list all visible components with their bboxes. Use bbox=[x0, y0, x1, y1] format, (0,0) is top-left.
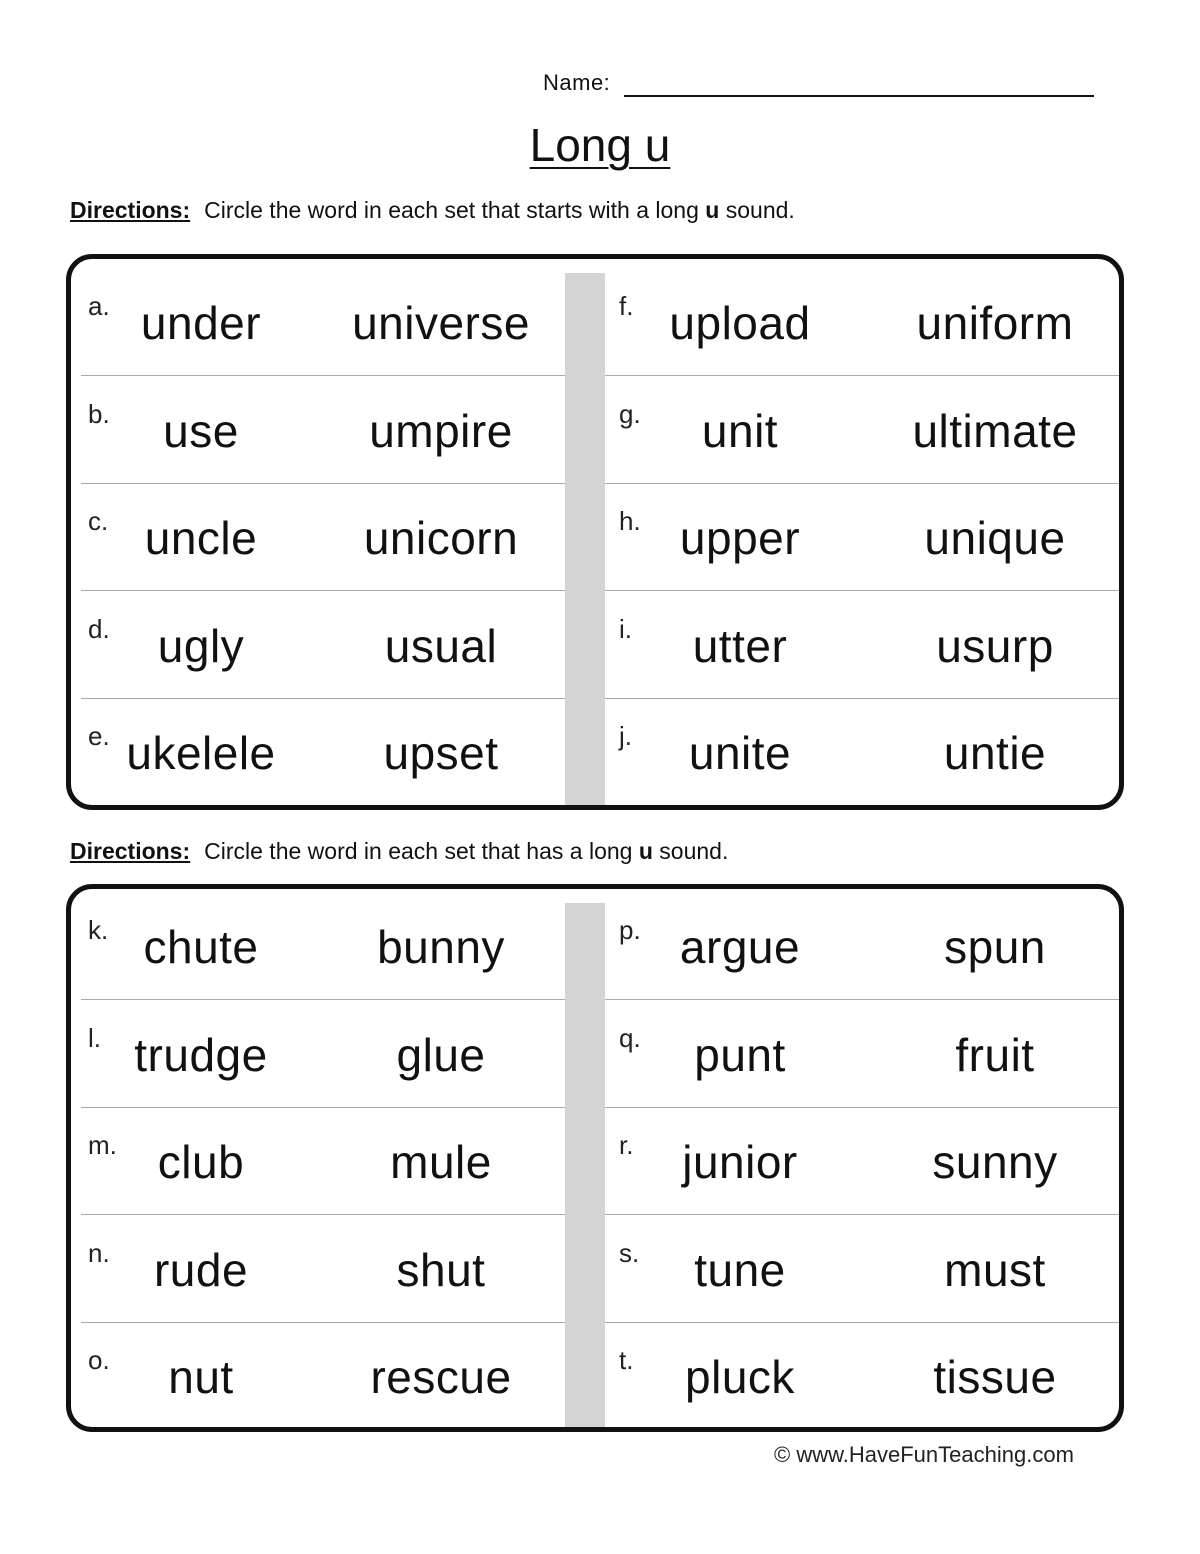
word-choice[interactable]: untie bbox=[943, 727, 1047, 779]
word-choice[interactable]: upset bbox=[383, 727, 499, 779]
word-choice[interactable]: utter bbox=[692, 619, 788, 672]
word-choice[interactable]: tissue bbox=[933, 1351, 1057, 1403]
word-choice[interactable]: fruit bbox=[955, 1028, 1035, 1081]
word-choice[interactable]: bunny bbox=[377, 921, 505, 973]
word-choice[interactable]: must bbox=[944, 1243, 1046, 1296]
word-set-row bbox=[81, 592, 565, 699]
word-set-row bbox=[81, 377, 565, 484]
word-set-row bbox=[81, 1216, 565, 1323]
item-letter: o. bbox=[88, 1345, 110, 1375]
item-letter: i. bbox=[619, 613, 632, 644]
word-choice[interactable]: usurp bbox=[936, 619, 1054, 672]
word-choice[interactable]: upload bbox=[669, 297, 811, 349]
word-set-row bbox=[81, 699, 565, 806]
item-letter: c. bbox=[88, 506, 109, 536]
column-divider bbox=[565, 273, 605, 805]
word-choice[interactable]: upper bbox=[679, 512, 801, 564]
word-choice[interactable]: under bbox=[140, 297, 262, 349]
word-choice[interactable]: mule bbox=[390, 1136, 492, 1188]
directions-bold-letter: u bbox=[638, 838, 653, 864]
directions-1 bbox=[70, 197, 795, 224]
word-set-row bbox=[81, 1001, 565, 1108]
item-letter: p. bbox=[619, 915, 641, 945]
word-choice[interactable]: argue bbox=[679, 921, 801, 973]
word-choice[interactable]: pluck bbox=[685, 1351, 795, 1403]
word-set-row bbox=[81, 893, 565, 1000]
item-letter: q. bbox=[619, 1022, 641, 1053]
word-set-row bbox=[605, 484, 1119, 591]
directions-label: Directions: bbox=[70, 838, 191, 864]
word-set-row bbox=[605, 1001, 1119, 1108]
directions-2 bbox=[70, 838, 728, 865]
word-choice[interactable]: glue bbox=[396, 1028, 486, 1081]
word-choice[interactable]: sunny bbox=[932, 1136, 1058, 1188]
word-choice[interactable]: trudge bbox=[134, 1028, 268, 1081]
word-set-row bbox=[81, 269, 565, 376]
word-choice[interactable]: use bbox=[163, 404, 239, 457]
word-choice[interactable]: usual bbox=[384, 619, 498, 672]
item-letter: j. bbox=[619, 721, 632, 751]
word-choice[interactable]: uniform bbox=[916, 297, 1074, 349]
item-letter: f. bbox=[619, 291, 634, 321]
word-set-row bbox=[81, 1108, 565, 1215]
copyright-footer: © www.HaveFunTeaching.com bbox=[774, 1442, 1074, 1467]
word-choice[interactable]: club bbox=[157, 1136, 245, 1188]
item-letter: t. bbox=[619, 1345, 634, 1375]
word-set-row bbox=[605, 592, 1119, 699]
word-set-row bbox=[605, 1108, 1119, 1215]
item-letter: e. bbox=[88, 721, 110, 751]
word-set-box-2 bbox=[66, 884, 1124, 1432]
word-choice[interactable]: unicorn bbox=[363, 512, 519, 564]
word-choice[interactable]: unite bbox=[688, 727, 792, 779]
word-choice[interactable]: junior bbox=[682, 1136, 798, 1188]
word-choice[interactable]: unit bbox=[701, 404, 779, 457]
directions-text: Circle the word in each set that starts with a long bbox=[204, 197, 699, 223]
worksheet-title: Long u bbox=[529, 119, 671, 171]
word-set-row bbox=[605, 893, 1119, 1000]
word-choice[interactable]: shut bbox=[396, 1243, 486, 1296]
word-choice[interactable]: spun bbox=[944, 921, 1046, 973]
word-choice[interactable]: nut bbox=[168, 1351, 234, 1403]
item-letter: n. bbox=[88, 1237, 110, 1268]
word-choice[interactable]: umpire bbox=[369, 404, 513, 457]
word-set-row bbox=[605, 699, 1119, 806]
word-choice[interactable]: rescue bbox=[370, 1351, 512, 1403]
item-letter: d. bbox=[88, 613, 110, 644]
word-set-row bbox=[605, 269, 1119, 376]
word-choice[interactable]: chute bbox=[143, 921, 259, 973]
column-divider bbox=[565, 903, 605, 1427]
item-letter: m. bbox=[88, 1130, 117, 1160]
word-choice[interactable]: universe bbox=[352, 297, 530, 349]
word-choice[interactable]: ultimate bbox=[912, 404, 1078, 457]
word-choice[interactable]: punt bbox=[694, 1028, 786, 1081]
word-set-row bbox=[605, 1323, 1119, 1430]
word-choice[interactable]: ugly bbox=[157, 619, 245, 672]
item-letter: b. bbox=[88, 398, 110, 429]
name-answer-line[interactable] bbox=[624, 95, 1094, 97]
word-choice[interactable]: uncle bbox=[144, 512, 258, 564]
word-choice[interactable]: rude bbox=[153, 1243, 249, 1296]
item-letter: g. bbox=[619, 398, 641, 429]
word-set-row bbox=[605, 377, 1119, 484]
word-set-row bbox=[81, 1323, 565, 1430]
word-set-box-1 bbox=[66, 254, 1124, 810]
item-letter: a. bbox=[88, 291, 110, 321]
item-letter: k. bbox=[88, 915, 109, 945]
directions-label: Directions: bbox=[70, 197, 191, 223]
name-label: Name: bbox=[543, 70, 611, 95]
item-letter: h. bbox=[619, 506, 641, 536]
directions-text: Circle the word in each set that has a long bbox=[204, 838, 633, 864]
item-letter: l. bbox=[88, 1022, 101, 1053]
directions-text-end: sound. bbox=[725, 197, 795, 223]
word-choice[interactable]: unique bbox=[924, 512, 1066, 564]
directions-text-end: sound. bbox=[659, 838, 729, 864]
word-choice[interactable]: ukelele bbox=[126, 727, 276, 779]
word-set-row bbox=[605, 1216, 1119, 1323]
directions-bold-letter: u bbox=[705, 197, 720, 223]
word-set-row bbox=[81, 484, 565, 591]
word-choice[interactable]: tune bbox=[694, 1243, 786, 1296]
item-letter: r. bbox=[619, 1130, 634, 1160]
item-letter: s. bbox=[619, 1237, 640, 1268]
